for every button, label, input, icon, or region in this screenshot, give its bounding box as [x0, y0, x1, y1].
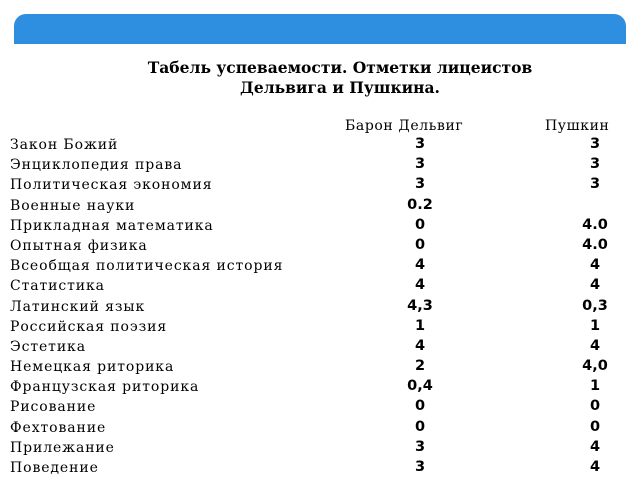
grade-delvig: 0: [414, 418, 426, 435]
grade-pushkin: 1: [589, 317, 601, 334]
table-row: [10, 318, 630, 338]
grades-table: [10, 136, 630, 479]
table-row: [10, 257, 630, 277]
grade-pushkin: 4: [589, 257, 601, 274]
grade-pushkin: 0,3: [582, 297, 608, 314]
grade-pushkin: 0: [589, 398, 601, 415]
grade-delvig: 3: [414, 156, 426, 173]
grade-delvig: 4: [414, 337, 426, 354]
grade-delvig: 0: [414, 216, 426, 233]
subject-name: Военные науки: [10, 197, 136, 214]
grade-delvig: 0: [414, 236, 426, 253]
column-header-pushkin: Пушкин: [545, 118, 610, 134]
subject-name: Рисование: [10, 399, 97, 416]
subject-name: Прикладная математика: [10, 217, 214, 234]
table-row: [10, 358, 630, 378]
grade-pushkin: 4: [589, 337, 601, 354]
grade-delvig: 3: [414, 136, 426, 152]
table-row: [10, 136, 630, 156]
grade-delvig: 3: [414, 459, 426, 475]
subject-name: Опытная физика: [10, 237, 148, 254]
grade-pushkin: 3: [589, 136, 601, 152]
grade-pushkin: 4: [589, 277, 601, 294]
subject-name: Французская риторика: [10, 379, 200, 396]
grade-pushkin: 4.0: [582, 236, 608, 253]
table-row: [10, 217, 630, 237]
subject-name: Энциклопедия права: [10, 157, 183, 174]
grade-delvig: 0: [414, 398, 426, 415]
subject-name: Латинский язык: [10, 298, 146, 315]
subject-name: Прилежание: [10, 439, 115, 456]
table-row: [10, 197, 630, 217]
subject-name: Статистика: [10, 278, 105, 295]
table-row: [10, 277, 630, 297]
grade-pushkin: 4: [589, 459, 601, 475]
grade-delvig: 4: [414, 257, 426, 274]
grade-pushkin: 4.0: [582, 216, 608, 233]
grade-pushkin: 0: [589, 418, 601, 435]
header-bar: [14, 14, 626, 44]
table-row: [10, 176, 630, 196]
table-row: [10, 338, 630, 358]
grade-pushkin: 3: [589, 176, 601, 193]
grade-delvig: 4,3: [407, 297, 433, 314]
subject-name: Поведение: [10, 460, 99, 476]
grade-pushkin: 4: [589, 438, 601, 455]
subject-name: Фехтование: [10, 419, 107, 436]
subject-name: Всеобщая политическая история: [10, 258, 284, 275]
subject-name: Немецкая риторика: [10, 359, 175, 376]
table-row: [10, 439, 630, 459]
subject-name: Политическая экономия: [10, 177, 213, 194]
table-row: [10, 156, 630, 176]
subject-name: Закон Божий: [10, 137, 119, 153]
table-row: [10, 237, 630, 257]
grade-delvig: 1: [414, 317, 426, 334]
table-row: [10, 378, 630, 398]
page-title: [0, 58, 640, 98]
title-line-1: Табель успеваемости. Отметки лицеистов: [147, 58, 533, 77]
subject-name: Эстетика: [10, 338, 86, 355]
grade-pushkin: 3: [589, 156, 601, 173]
grade-delvig: 0.2: [407, 196, 433, 213]
table-row: [10, 459, 630, 479]
table-row: [10, 398, 630, 418]
column-header-delvig: Барон Дельвиг: [345, 118, 464, 134]
grade-pushkin: 1: [589, 378, 601, 395]
grade-delvig: 0,4: [407, 378, 433, 395]
title-line-2: Дельвига и Пушкина.: [240, 78, 440, 97]
grade-delvig: 3: [414, 438, 426, 455]
grade-delvig: 3: [414, 176, 426, 193]
subject-name: Российская поэзия: [10, 318, 168, 335]
table-row: [10, 298, 630, 318]
grade-delvig: 4: [414, 277, 426, 294]
grade-pushkin: 4,0: [582, 358, 608, 375]
table-row: [10, 419, 630, 439]
grade-delvig: 2: [414, 358, 426, 375]
